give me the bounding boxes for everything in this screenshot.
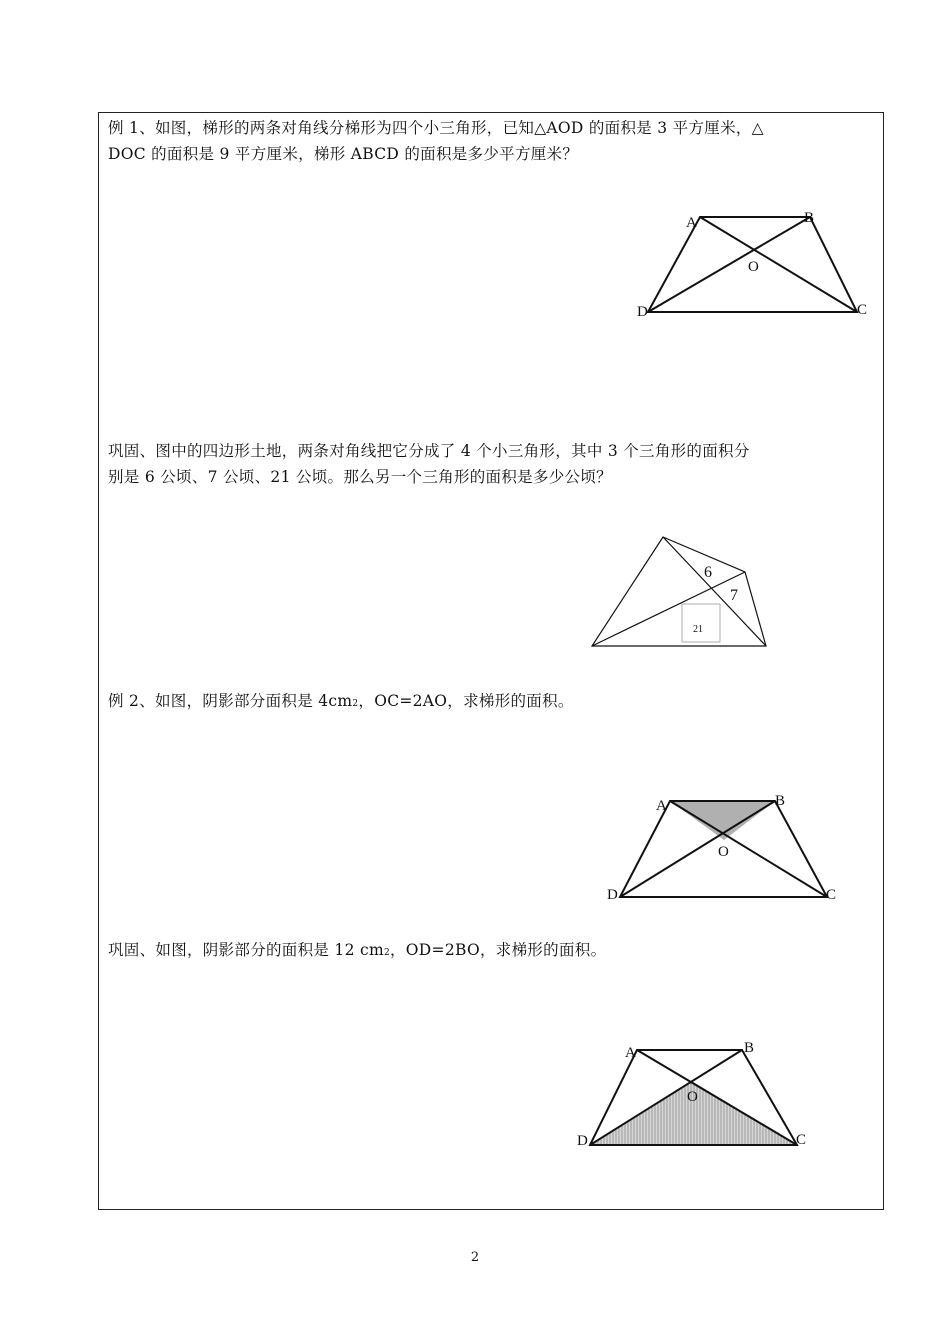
example-2-text bbox=[108, 688, 878, 717]
example-2-superscript: 2 bbox=[352, 699, 359, 709]
area-label-7: 7 bbox=[730, 587, 738, 604]
label-o: O bbox=[687, 1089, 698, 1105]
area-label-box bbox=[682, 604, 720, 642]
area-label-21: 21 bbox=[693, 624, 703, 635]
quadrilateral-figure bbox=[585, 530, 775, 655]
practice-2-text bbox=[108, 937, 878, 966]
label-o: O bbox=[718, 844, 729, 860]
label-d: D bbox=[577, 1133, 588, 1149]
label-b: B bbox=[804, 210, 815, 226]
practice-1-line-1: 巩固、图中的四边形土地，两条对角线把它分成了 4 个小三角形，其中 3 个三角形的面积分 bbox=[108, 442, 750, 460]
trapezoid-figure-1 bbox=[620, 200, 880, 330]
page-number: 2 bbox=[470, 1250, 480, 1265]
label-a: A bbox=[686, 215, 697, 231]
label-c: C bbox=[826, 887, 837, 903]
label-a: A bbox=[656, 798, 667, 814]
label-c: C bbox=[857, 302, 868, 318]
label-a: A bbox=[625, 1045, 636, 1061]
practice-1-text bbox=[108, 438, 878, 490]
area-label-6: 6 bbox=[704, 564, 712, 581]
label-d: D bbox=[607, 887, 618, 903]
example-2-text-prefix: 例 2、如图，阴影部分面积是 4cm bbox=[108, 692, 353, 710]
diagonal-bd bbox=[648, 217, 810, 312]
label-d: D bbox=[637, 304, 648, 320]
trapezoid-figure-3 bbox=[570, 1035, 820, 1155]
label-b: B bbox=[775, 793, 786, 809]
example-1-line-1: 例 1、如图，梯形的两条对角线分梯形为四个小三角形，已知△AOD 的面积是 3 平方厘米，△ bbox=[108, 119, 764, 137]
practice-1-line-2: 别是 6 公顷、7 公顷、21 公顷。那么另一个三角形的面积是多少公顷？ bbox=[108, 468, 612, 486]
practice-2-text-suffix: ，OD=2BO，求梯形的面积。 bbox=[390, 941, 607, 959]
label-o: O bbox=[748, 259, 759, 275]
example-1-line-2: DOC 的面积是 9 平方厘米，梯形 ABCD 的面积是多少平方厘米？ bbox=[108, 145, 579, 163]
example-2-text-suffix: ，OC=2AO，求梯形的面积。 bbox=[358, 692, 574, 710]
label-b: B bbox=[744, 1040, 755, 1056]
practice-2-superscript: 2 bbox=[383, 948, 390, 958]
trapezoid-figure-2 bbox=[600, 785, 860, 910]
diagonal-2 bbox=[592, 572, 745, 646]
example-1-text bbox=[108, 115, 878, 167]
label-c: C bbox=[796, 1132, 807, 1148]
practice-2-text-prefix: 巩固、如图，阴影部分的面积是 12 cm bbox=[108, 941, 384, 959]
